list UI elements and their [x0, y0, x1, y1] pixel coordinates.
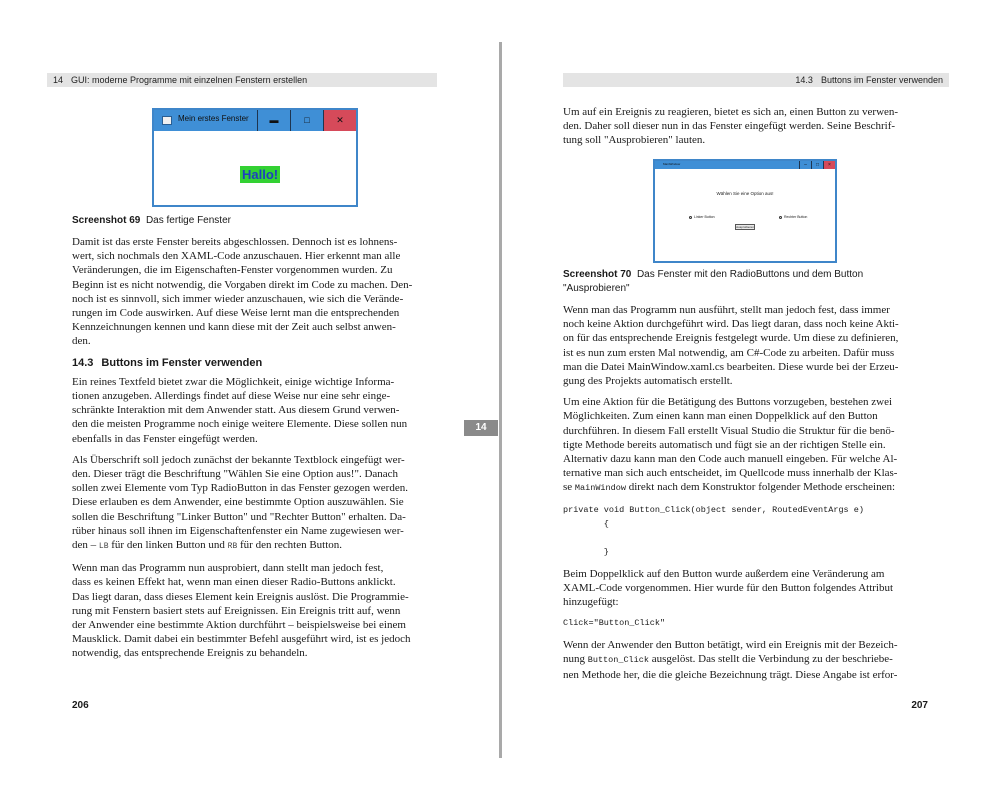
- window-app-icon: [162, 116, 172, 125]
- code-block-click-attribute: Click="Button_Click": [563, 618, 666, 629]
- text-line: Das liegt daran, dass dieses Element kein Ereignis auslöst. Die Programmie-: [72, 590, 409, 603]
- right-paragraph-1: [563, 105, 929, 148]
- text-line: ebenfalls in das Fenster eingefügt werden.: [72, 432, 258, 445]
- radio-right-label: Rechter Button: [784, 215, 808, 219]
- maximize-icon: □: [811, 161, 823, 169]
- code-block-button-click-method: private void Button_Click(object sender, RoutedEventArgs e) { }: [563, 504, 864, 557]
- minimize-icon: –: [799, 161, 811, 169]
- text-line: der Anwender eine bestimmte Aktion durchführt – beispielsweise bei einem: [72, 619, 406, 632]
- caption-69-label: Screenshot 69: [72, 215, 141, 226]
- window-titlebar: [655, 161, 835, 169]
- section-heading: [72, 356, 438, 370]
- text-line: Kennzeichnungen kennen und kann diese mit der Zeit auch selbst anwen-: [72, 321, 396, 334]
- close-icon: ×: [823, 161, 835, 169]
- text-line: noch keine Aktion durchgeführt wird. Das liegt daran, dass noch keine Akti-: [563, 318, 899, 331]
- running-head-section-title: Buttons im Fenster verwenden: [820, 75, 943, 85]
- running-head-chapter-number: 14: [53, 75, 64, 85]
- text-line: Wenn man das Programm nun ausprobiert, dann stellt man jedoch fest,: [72, 562, 384, 575]
- screenshot-70-window: [653, 159, 837, 263]
- text-line: rüber hinaus soll ihnen im Eigenschaftenfenster ein Name zugewiesen wer-: [72, 524, 404, 537]
- text-line: rung mit Fenstern basiert stets auf Ereignissen. Ein Ereignis tritt auf, wenn: [72, 604, 401, 617]
- text-line: Damit ist das erste Fenster bereits abgeschlossen. Dennoch ist es lohnens-: [72, 236, 398, 248]
- name-lb: LB: [98, 542, 109, 552]
- text-line: Als Überschrift soll jedoch zunächst der bekannte Textblock eingefügt wer-: [72, 453, 405, 466]
- text-line: den die meisten Programme noch einige weitere Elemente. Diese sollen nun: [72, 418, 408, 431]
- text-line: Um auf ein Ereignis zu reagieren, bietet es sich an, einen Button zu verwen-: [563, 106, 899, 118]
- caption-70-label: Screenshot 70: [563, 269, 632, 280]
- right-page-number: 207: [911, 700, 928, 711]
- text-line: Beim Doppelklick auf den Button wurde außerdem eine Veränderung am: [563, 567, 885, 580]
- ausprobieren-button: Ausprobieren: [736, 225, 754, 229]
- text-line: Ein reines Textfeld bietet zwar die Möglichkeit, einige wichtige Informa-: [72, 375, 395, 388]
- caption-69: [72, 214, 438, 228]
- left-page-number: 206: [72, 700, 89, 711]
- text-line: Diese erlauben es dem Anwender, eine bestimmte Option auszuwählen. Sie: [72, 496, 404, 509]
- text-line: Möglichkeiten. Zum einen kann man einen Doppelklick auf den Button: [563, 410, 878, 423]
- text-fragment: den –: [72, 539, 99, 552]
- radio-dot-icon: [689, 216, 692, 219]
- text-fragment: se: [563, 481, 575, 494]
- window-title: MainWindow: [663, 162, 681, 166]
- right-paragraph-4: [563, 567, 929, 610]
- text-line: hinzugefügt:: [563, 596, 619, 609]
- option-prompt: Wählen Sie eine Option aus!: [716, 191, 774, 196]
- inline-code-mainwindow: MainWindow: [574, 483, 626, 494]
- text-line: ist es nun zum ersten Mal notwendig, am C#-Code zu arbeiten. Dafür muss: [563, 346, 895, 359]
- window-titlebar: [154, 110, 356, 131]
- right-body-text: [563, 268, 929, 689]
- text-line: noch ist es sinnvoll, sich immer wieder anzuschauen, wie sich die Verände-: [72, 292, 404, 305]
- text-fragment: direkt nach dem Konstruktor folgender Methode erscheinen:: [625, 481, 896, 494]
- text-line: sollen zwei Elemente vom Typ RadioButton in das Fenster gezogen werden.: [72, 482, 408, 495]
- left-paragraph-3: [72, 453, 438, 554]
- text-line: tung soll "Ausprobieren" lauten.: [563, 134, 706, 147]
- maximize-icon: □: [290, 110, 323, 131]
- text-line: schränkte Interaktion mit dem Anwender statt. Aus diesem Grund verwen-: [72, 404, 400, 417]
- right-running-head: [563, 73, 949, 87]
- running-head-chapter-title: GUI: moderne Programme mit einzelnen Fenstern erstellen: [71, 75, 308, 85]
- text-fragment: nung: [563, 653, 588, 666]
- caption-70: [563, 268, 929, 296]
- hallo-label: Hallo!: [242, 167, 279, 182]
- minimize-icon: ▬: [257, 110, 290, 131]
- text-line: Wenn man das Programm nun ausführt, stellt man jedoch fest, dass immer: [563, 304, 890, 316]
- caption-70-text-line-2: "Ausprobieren": [563, 283, 630, 294]
- text-fragment: für den rechten Button.: [237, 539, 343, 552]
- text-line: Mausklick. Damit dabei ein bestimmter Befehl ausgeführt wird, ist es jedoch: [72, 633, 411, 646]
- radio-left-button: [689, 215, 715, 220]
- text-line: sollen die Beschriftung "Linker Button" und "Rechter Button" erhalten. Da-: [72, 510, 406, 523]
- screenshot-69-window: [152, 108, 358, 207]
- text-line: Beginn ist es nicht notwendig, die Vorgaben direkt im Code zu machen. Den-: [72, 278, 413, 291]
- text-line: ternative man sich auch entscheidet, im Quellcode muss innerhalb der Klas-: [563, 467, 898, 480]
- text-line: Veränderungen, die im Eigenschaften-Fenster vorgenommen wurden. Zu: [72, 264, 393, 277]
- section-title: Buttons im Fenster verwenden: [101, 356, 263, 369]
- text-line: tionen anzugeben. Allerdings findet auf diese Weise nur eine sehr einge-: [72, 390, 391, 403]
- left-page: [0, 42, 499, 758]
- text-line: durchführen. In diesem Fall erstellt Visual Studio die Struktur für die benö-: [563, 424, 895, 437]
- text-line: tigte Methode bereits automatisch und fügt sie an der richtigen Stelle ein.: [563, 438, 886, 451]
- text-line: den. Daher soll dieser nun in das Fenster eingefügt werden. Seine Beschrif-: [563, 120, 896, 133]
- radio-dot-icon: [779, 216, 782, 219]
- right-page: [502, 42, 1000, 758]
- right-paragraph-5: [563, 638, 929, 682]
- caption-70-text: Das Fenster mit den RadioButtons und dem Button: [636, 269, 864, 280]
- left-running-head: [47, 73, 437, 87]
- text-line: rungen im Code auswirken. Auf diese Weise lernt man die entsprechenden: [72, 307, 400, 320]
- right-paragraph-3: [563, 395, 929, 495]
- text-fragment: für den linken Button und: [108, 539, 228, 552]
- text-line: [563, 652, 929, 667]
- text-fragment: ausgelöst. Das stellt die Verbindung zu der beschriebe-: [648, 653, 893, 666]
- text-line: [563, 480, 929, 495]
- right-paragraph-2: [563, 303, 929, 388]
- text-line: gung des Projekts automatisch erstellt.: [563, 375, 733, 388]
- text-line: notwendig, das entsprechende Ereignis zu behandeln.: [72, 647, 308, 660]
- name-rb: RB: [227, 542, 238, 552]
- caption-69-text: Das fertige Fenster: [145, 215, 231, 226]
- left-body-text: [72, 214, 438, 668]
- left-paragraph-1: [72, 235, 438, 349]
- running-head-section-number: 14.3: [795, 75, 813, 85]
- text-line: [72, 538, 438, 554]
- inline-code-button-click: Button_Click: [587, 655, 649, 666]
- left-paragraph-4: [72, 561, 438, 660]
- text-line: den.: [72, 335, 91, 348]
- section-number: 14.3: [72, 356, 94, 369]
- text-line: man die Datei MainWindow.xaml.cs bearbeiten. Diese wurde bei der Erzeu-: [563, 360, 899, 373]
- left-paragraph-2: [72, 375, 438, 446]
- text-line: den. Dieser trägt die Beschriftung "Wählen Sie eine Option aus!". Danach: [72, 468, 399, 481]
- right-intro-text: [563, 105, 929, 155]
- text-line: dass es keinen Effekt hat, wenn man einen dieser Radio-Buttons anklickt.: [72, 576, 396, 589]
- text-line: Wenn der Anwender den Button betätigt, wird ein Ereignis mit der Bezeich-: [563, 639, 898, 652]
- radio-right-button: [779, 215, 807, 220]
- text-line: Alternativ dazu kann man den Code auch manuell eingeben. Für welche Al-: [563, 453, 898, 466]
- text-line: wert, sich nochmals den XAML-Code anzuschauen. Hier erkennt man alle: [72, 250, 401, 263]
- radio-left-label: Linker Button: [694, 215, 715, 219]
- text-line: nen Methode her, die die gleiche Bezeichnung trägt. Diese Angabe ist erfor-: [563, 668, 898, 681]
- text-line: XAML-Code vorgenommen. Hier wurde für den Button folgendes Attribut: [563, 581, 894, 594]
- chapter-thumb-tab: 14: [464, 420, 498, 436]
- window-title: Mein erstes Fenster: [178, 114, 249, 123]
- close-icon: ✕: [323, 110, 356, 131]
- text-line: on für das entsprechende Ereignis festgelegt wurde. Um diese zu definieren,: [563, 332, 899, 345]
- text-line: Um eine Aktion für die Betätigung des Buttons vorzugeben, bestehen zwei: [563, 396, 893, 409]
